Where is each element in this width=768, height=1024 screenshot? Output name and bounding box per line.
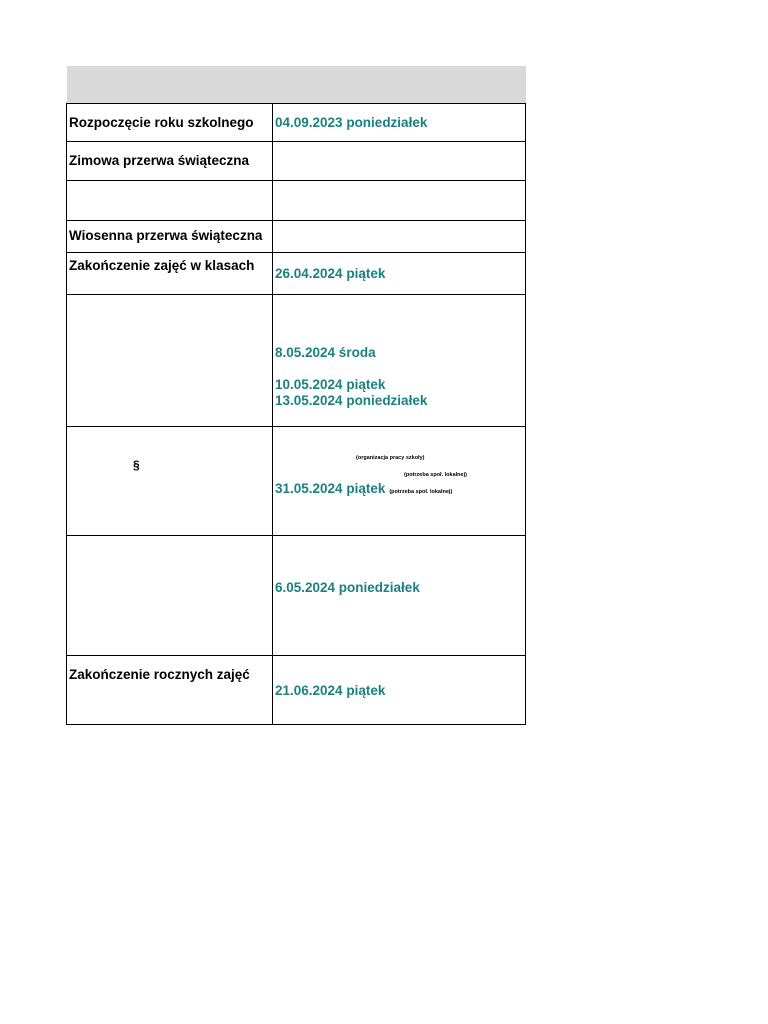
start-year-label: Rozpoczęcie roku szkolnego: [69, 115, 254, 130]
row-border: [66, 655, 526, 656]
end-classes-date: 26.04.2024 piątek: [275, 266, 386, 281]
row-border: [66, 252, 526, 253]
row-border: [66, 535, 526, 536]
row-border: [66, 724, 526, 725]
free-day-note: (potrzeba społ. lokalnej): [389, 489, 453, 495]
winter-break-label: Zimowa przerwa świąteczna: [69, 153, 250, 168]
spring-break-label: Wiosenna przerwa świąteczna: [69, 228, 263, 243]
free-day-note: (potrzeba społ. lokalnej): [404, 472, 467, 478]
row-border: [66, 141, 526, 142]
end-year-label: Zakończenie rocznych zajęć: [69, 667, 250, 682]
row-border: [66, 426, 526, 427]
column-border: [525, 103, 526, 725]
exam-date: 8.05.2024 środa: [275, 345, 376, 360]
row-border: [66, 180, 526, 181]
exam-date: 13.05.2024 poniedziałek: [275, 393, 428, 408]
column-border: [272, 103, 273, 725]
row-border: [66, 220, 526, 221]
free-day-note: (organizacja pracy szkoły): [356, 455, 425, 461]
end-year-date: 21.06.2024 piątek: [275, 683, 386, 698]
header-band: [67, 66, 526, 103]
row-border: [66, 103, 526, 104]
may-row-date: 6.05.2024 poniedziałek: [275, 580, 420, 595]
section-sign: §: [133, 458, 140, 472]
end-classes-label: Zakończenie zajęć w klasach: [69, 258, 255, 273]
start-year-date: 04.09.2023 poniedziałek: [275, 115, 428, 130]
free-day-date-line: [275, 481, 452, 496]
row-border: [66, 294, 526, 295]
school-calendar-table: [66, 103, 526, 725]
column-border: [66, 103, 67, 725]
exam-date: 10.05.2024 piątek: [275, 377, 386, 392]
free-day-date: 31.05.2024 piątek: [275, 481, 386, 496]
